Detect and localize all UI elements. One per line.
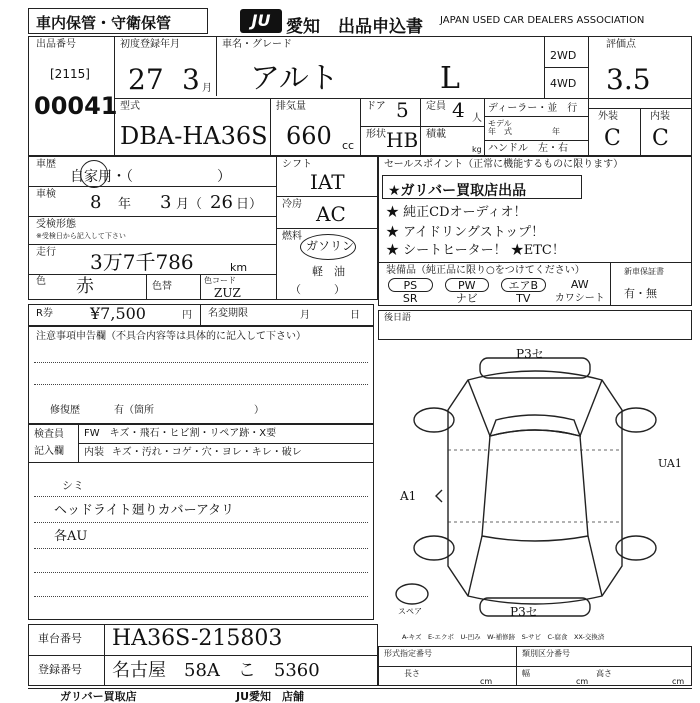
door-value: 5 [396, 98, 409, 122]
left-mark [436, 490, 442, 502]
height-label: 高さ [596, 669, 612, 678]
receive-label: 受検形態 [36, 219, 76, 230]
aircon-label: 冷房 [282, 199, 302, 210]
lot-no-label: 出品番号 [36, 39, 76, 50]
width-unit: cm [576, 677, 589, 686]
car-roof [482, 430, 588, 541]
exterior-label: 外装 [598, 111, 618, 122]
model-label: 車名・グレード [222, 39, 292, 50]
type-cert-label: 形式指定番号 [384, 649, 432, 658]
dealer-label: ディーラー・並 行 [488, 103, 578, 114]
org-name: 愛知 [286, 17, 320, 37]
equip-sr: SR [402, 292, 418, 305]
lot-number: 00041 [34, 92, 118, 120]
equip-navi: ナビ [455, 292, 478, 305]
sales-point-2: ★ アイドリングストップ！ [386, 225, 545, 240]
equip-airbag: エアB [501, 278, 546, 292]
car-diagram [378, 340, 692, 628]
fuel-value: ガソリン [306, 239, 355, 253]
logo-text: JU [251, 11, 271, 30]
model-name: アルト [250, 61, 339, 96]
shaken-day-unit: 日） [236, 197, 263, 212]
shape-value: HB [386, 128, 419, 152]
repair-value: 有（箇所 ） [114, 405, 264, 416]
inspector-note-1: シミ [62, 479, 84, 492]
score-label: 評価点 [606, 39, 636, 50]
r-ticket-value: ¥7,500 [90, 304, 146, 323]
footer-text: ガリバー買取店 [60, 690, 137, 703]
history-value: 自家用・（ ） [70, 169, 231, 185]
door-label: ドア [366, 101, 386, 112]
mileage-unit: km [230, 261, 248, 274]
load-label: 積載 [426, 129, 446, 140]
name-change-month: 月 [300, 310, 310, 321]
color-label: 色 [36, 276, 46, 287]
front-bumper [480, 358, 590, 378]
inspector-entry-label: 記入欄 [34, 446, 64, 457]
guarantee-options: 有・無 [624, 287, 657, 300]
mileage-value: 3万7千786 [90, 250, 194, 274]
document-title: 出品申込書 [338, 17, 423, 37]
shaken-month: 3 [160, 192, 172, 213]
front-windshield [490, 415, 580, 436]
first-reg-year: 27 [128, 63, 164, 96]
score-value: 3.5 [606, 63, 651, 96]
damage-legend: A-キズ E-エクボ U-凹み W-補修跡 S-サビ C-腐食 XX-交換済 [402, 633, 605, 641]
shaken-label: 車検 [36, 189, 56, 200]
model-year-label: モデル 年 式 年 [488, 119, 560, 136]
length-label: 長さ [404, 669, 420, 678]
diagram-right-note: UA1 [658, 457, 682, 470]
chassis-number: HA36S-215803 [112, 626, 283, 651]
drive-2wd: 2WD [550, 49, 577, 62]
r-ticket-unit: 円 [182, 310, 192, 321]
color-value: 赤 [76, 276, 94, 297]
sales-banner: ★ガリバー買取店出品 [388, 183, 527, 199]
type-value: DBA-HA36S [120, 122, 268, 150]
ju-logo [240, 9, 282, 33]
fuel-label: 燃料 [282, 231, 302, 242]
inspector-note-3: 各AU [54, 529, 88, 544]
first-reg-month-unit: 月 [202, 83, 212, 94]
handle-label: ハンドル 左・右 [488, 143, 568, 154]
fuel-option-other: （ ） [290, 283, 345, 296]
equip-pw: PW [445, 278, 490, 292]
type-label: 型式 [120, 101, 140, 112]
shaken-month-unit: 月（ [176, 197, 203, 212]
footer-right: JU愛知 店舗 [236, 690, 305, 703]
interior-grade: C [652, 126, 669, 151]
diagram-left-note: A1 [400, 489, 417, 503]
capacity-value: 4 [452, 98, 465, 122]
displacement-value: 660 [286, 122, 332, 150]
registration-label: 登録番号 [38, 663, 82, 676]
inspector-row-interior: キズ・汚れ・コゲ・穴・ヨレ・キレ・破レ [112, 447, 302, 458]
r-ticket-label: R券 [36, 308, 53, 319]
length-unit: cm [480, 677, 493, 686]
capacity-label: 定員 [426, 101, 446, 112]
sales-label: セールスポイント（正常に機能するものに限ります） [384, 159, 624, 170]
mileage-label: 走行 [36, 247, 56, 258]
load-unit: kg [472, 145, 482, 154]
history-circle [80, 160, 108, 188]
equipment-grid [382, 278, 608, 306]
sales-point-1: ★ 純正CDオーディオ！ [386, 205, 527, 220]
inspector-label: 検査員 [34, 429, 64, 440]
shift-value: IAT [310, 170, 345, 194]
displacement-label: 排気量 [276, 101, 306, 112]
association-name: JAPAN USED CAR DEALERS ASSOCIATION [440, 15, 645, 26]
spare-label: スペア [398, 607, 422, 616]
name-change-label: 名変期限 [208, 308, 248, 319]
interior-label: 内装 [650, 111, 670, 122]
equip-ps: PS [388, 278, 433, 292]
diagram-rear-note: P3セ [510, 605, 538, 619]
storage-title: 車内保管・守衛保管 [36, 14, 172, 32]
registration-number: 名古屋 58A こ 5360 [112, 660, 320, 681]
repair-label: 修復歴 [50, 405, 80, 416]
first-reg-label: 初度登録年月 [120, 39, 180, 50]
sales-point-3: ★ シートヒーター！ ★ETC！ [386, 243, 565, 258]
history-label: 車歴 [36, 159, 56, 170]
spare-tire [396, 584, 428, 604]
displacement-unit: cc [342, 139, 355, 152]
shaken-year: 8 [90, 192, 102, 213]
drive-4wd: 4WD [550, 77, 577, 90]
capacity-unit: 人 [472, 113, 482, 124]
shape-label: 形状 [366, 129, 386, 140]
inspector-row-interior-label: 内装 [84, 447, 104, 458]
first-reg-month: 3 [182, 63, 200, 96]
receive-note: ※受検日から記入して下さい [36, 232, 126, 240]
guarantee-label: 新車保証書 [624, 267, 664, 276]
fuel-circle [300, 234, 356, 260]
inspector-row-exterior: FW キズ・飛石・ヒビ割・リペア跡・X要 [84, 428, 277, 439]
notes-label: 注意事項申告欄（不具合内容等は具体的に記入して下さい） [36, 331, 306, 342]
rear-frame [378, 310, 692, 340]
exterior-grade: C [604, 126, 621, 151]
model-grade: L [440, 61, 460, 96]
equip-tv: TV [516, 292, 531, 305]
equip-leather: カワシート [554, 293, 605, 304]
lot-bracket: [2115] [50, 67, 90, 81]
name-change-day: 日 [350, 310, 360, 321]
diagram-front-note: P3セ [516, 347, 544, 361]
color-code: ZUZ [214, 286, 241, 300]
color-code-label: 色コード [204, 276, 236, 285]
height-unit: cm [672, 677, 685, 686]
recycle-row [28, 304, 374, 326]
color-change-label: 色替 [152, 281, 172, 292]
shaken-year-unit: 年 [118, 197, 132, 212]
shift-label: シフト [282, 159, 312, 170]
inspector-note-2: ヘッドライト廻りカバーアタリ [54, 503, 235, 518]
equip-aw: AW [570, 278, 589, 291]
equipment-label: 装備品（純正品に限り○をつけてください） [386, 265, 585, 276]
class-no-label: 類別区分番号 [522, 649, 570, 658]
rear-label: 後日語 [384, 313, 412, 323]
shaken-day: 26 [210, 192, 233, 213]
width-label: 幅 [522, 669, 530, 678]
fuel-option-diesel: 軽 油 [312, 265, 345, 278]
chassis-label: 車台番号 [38, 632, 82, 645]
aircon-value: AC [316, 202, 346, 226]
